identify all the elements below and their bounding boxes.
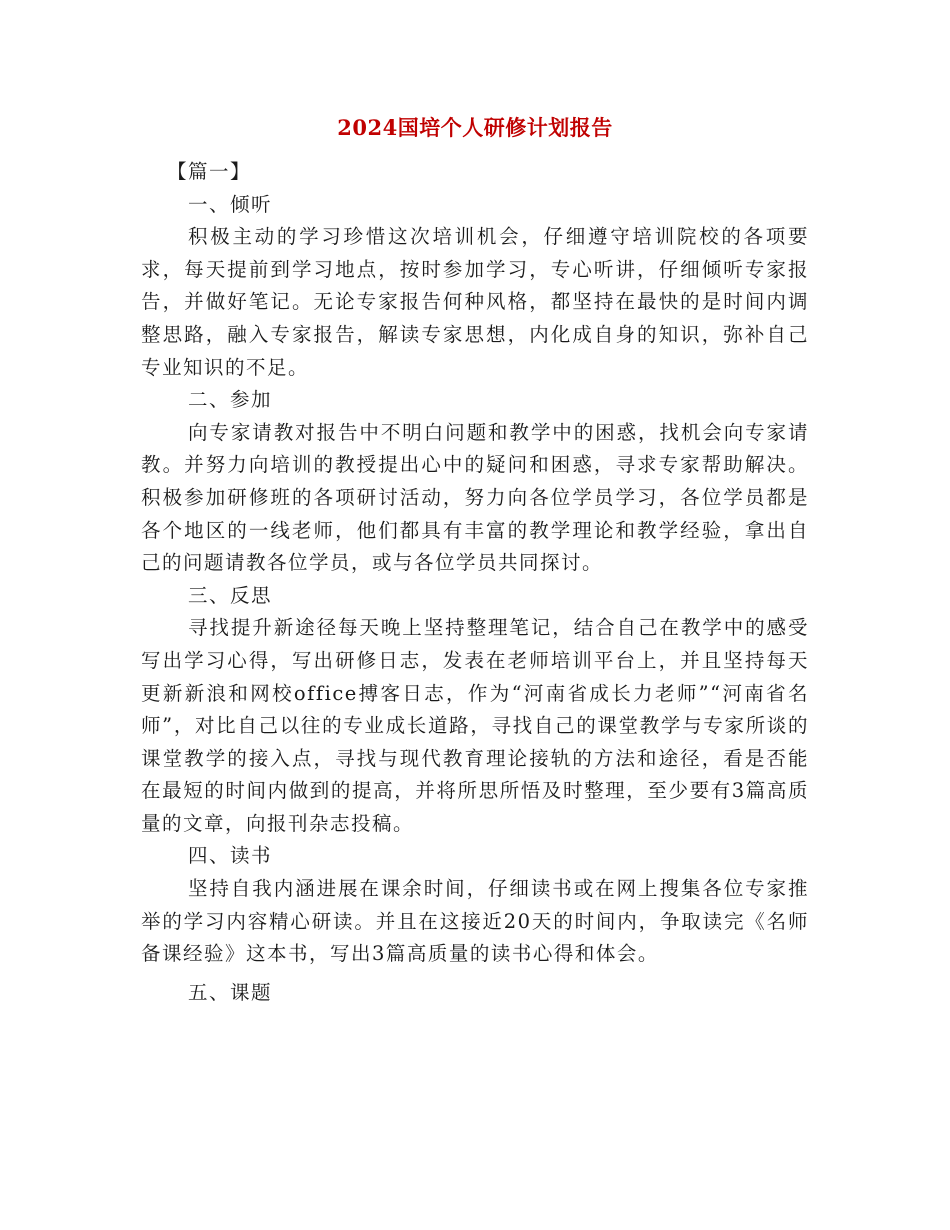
document-title: 2024国培个人研修计划报告 (337, 115, 613, 140)
section-paragraph-reflect: 寻找提升新途径每天晚上坚持整理笔记，结合自己在教学中的感受写出学习心得，写出研修日志，发表在老师培训平台上，并且坚持每天更新新浪和网校office搏客日志，作为“河南省成长力老师”“河南省名师”，对比自己以往的专业成长道路，寻找自己的课堂教学与专家所谈的课堂教学的接入点，寻找与现代教育理论接轨的方法和途径，看是否能在最短的时间内做到的提高，并将所思所悟及时整理，至少要有3篇高质量的文章，向报刊杂志投稿。 (141, 616, 809, 835)
section-heading-reflect: 三、反思 (188, 583, 273, 607)
section-heading-participate: 二、参加 (188, 388, 273, 412)
section-heading-listen: 一、倾听 (188, 192, 273, 216)
part-label: 【篇一】 (167, 160, 252, 183)
section-paragraph-listen: 积极主动的学习珍惜这次培训机会，仔细遵守培训院校的各项要求，每天提前到学习地点，按时参加学习，专心听讲，仔细倾听专家报告，并做好笔记。无论专家报告何种风格，都坚持在最快的是时间内调整思路，融入专家报告，解读专家思想，内化成自身的知识，弥补自己专业知识的不足。 (141, 225, 809, 379)
section-heading-reading: 四、读书 (188, 844, 273, 868)
section-paragraph-participate: 向专家请教对报告中不明白问题和教学中的困惑，找机会向专家请教。并努力向培训的教授提出心中的疑问和困惑，寻求专家帮助解决。积极参加研修班的各项研讨活动，努力向各位学员学习，各位学员都是各个地区的一线老师，他们都具有丰富的教学理论和教学经验，拿出自己的问题请教各位学员，或与各位学员共同探讨。 (141, 420, 809, 575)
section-paragraph-reading: 坚持自我内涵进展在课余时间，仔细读书或在网上搜集各位专家推举的学习内容精心研读。并且在这接近20天的时间内，争取读完《名师备课经验》这本书，写出3篇高质量的读书心得和体会。 (141, 877, 809, 966)
document-body (141, 156, 809, 1009)
section-heading-research: 五、课题 (188, 980, 273, 1004)
